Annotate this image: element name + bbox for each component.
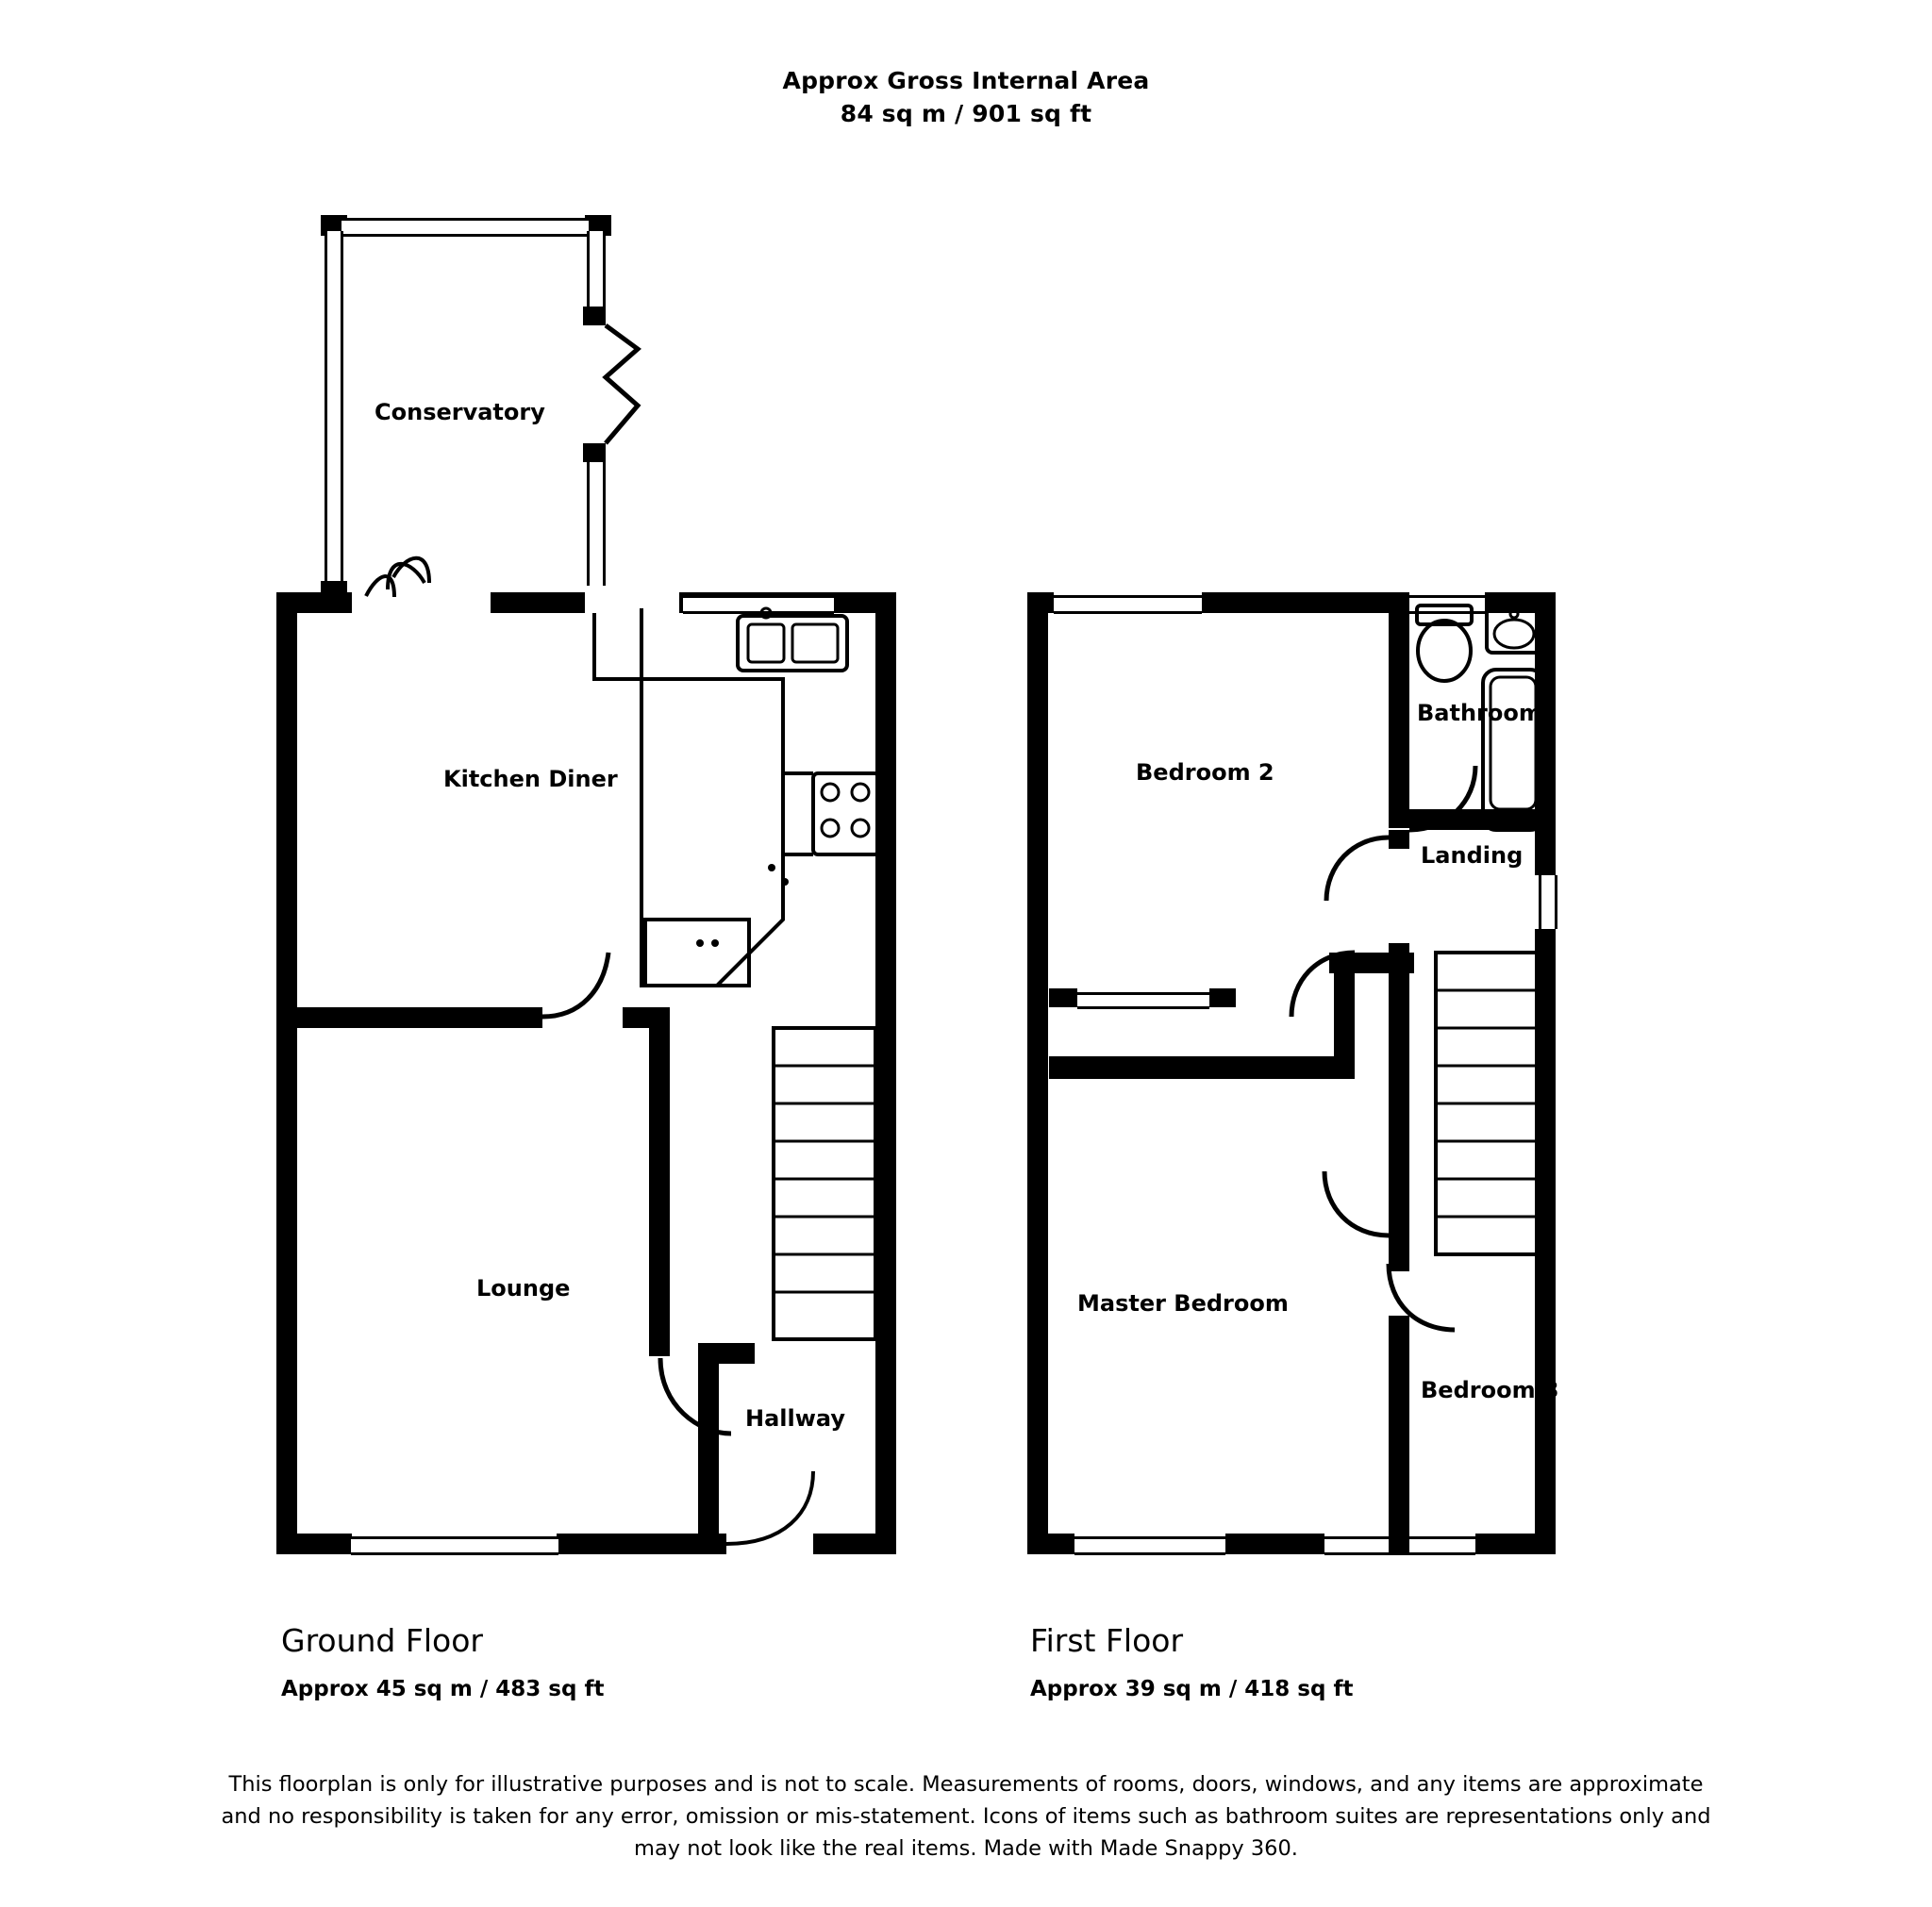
disclaimer <box>0 1768 1932 1865</box>
room-label-hallway: Hallway <box>745 1405 846 1432</box>
header-area-value: 84 sq m / 901 sq ft <box>840 100 1092 127</box>
first-floor-plan <box>966 0 1932 1701</box>
disclaimer-line-2: and no responsibility is taken for any error, omission or mis-statement. Icons of items such as bathroom suites are representations only and <box>221 1804 1711 1829</box>
room-label-kitchen-diner: Kitchen Diner <box>443 766 618 792</box>
header-area-title: Approx Gross Internal Area <box>782 67 1150 94</box>
room-label-lounge: Lounge <box>476 1275 571 1302</box>
ground-floor-title: Ground Floor <box>281 1622 483 1659</box>
room-label-landing: Landing <box>1421 842 1524 869</box>
room-label-conservatory: Conservatory <box>375 399 545 425</box>
room-label-bathroom: Bathroom <box>1417 700 1542 726</box>
toilet-icon-bowl <box>1418 621 1471 681</box>
disclaimer-line-3: may not look like the real items. Made with Made Snappy 360. <box>634 1836 1298 1861</box>
first-floor-area: Approx 39 sq m / 418 sq ft <box>1030 1677 1354 1701</box>
ground-floor-area: Approx 45 sq m / 483 sq ft <box>281 1677 605 1701</box>
room-label-bedroom-3: Bedroom 3 <box>1421 1377 1559 1403</box>
bathroom-fixtures <box>966 0 1932 1660</box>
first-floor-title: First Floor <box>1030 1622 1184 1659</box>
room-label-bedroom-2: Bedroom 2 <box>1136 759 1274 786</box>
ground-floor-plan <box>0 0 966 1701</box>
disclaimer-line-1: This floorplan is only for illustrative purposes and is not to scale. Measurements of rooms, doors, windows, and any items are approximate <box>228 1772 1704 1797</box>
room-label-master-bedroom: Master Bedroom <box>1077 1290 1289 1317</box>
